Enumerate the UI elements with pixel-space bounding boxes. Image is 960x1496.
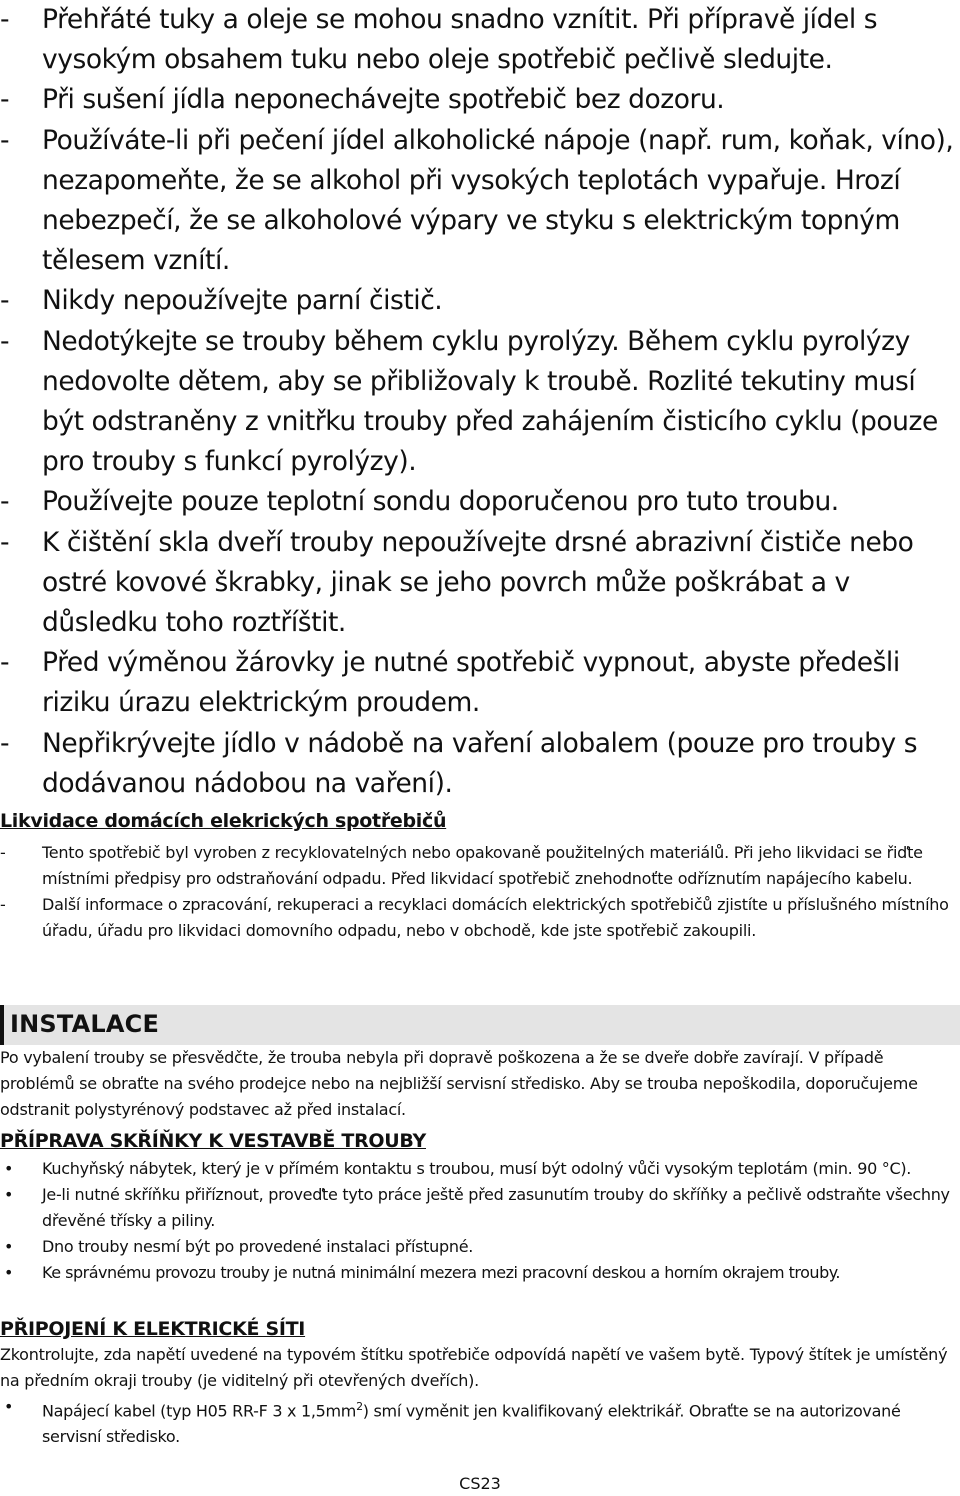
bullet-dot: • [4,1397,14,1416]
electrical-section [0,1316,958,1450]
list-dash: - [0,526,10,558]
cabinet-section [0,1128,958,1286]
installation-intro: Po vybalení trouby se přesvědčte, že trouba nebyla při dopravě poškozena a že se dveře dobře zavírají. V případě problémů se obraťte na svého prodejce nebo na nejbližší servisní středisko. Aby se trouba nepoškodila, doporučujeme odstranit polystyrénový podstavec až před instalací. [0,1048,918,1119]
list-item [0,1260,958,1286]
disposal-heading: Likvidace domácích elekrických spotřebičů [0,810,447,832]
electrical-intro: Zkontrolujte, zda napětí uvedené na typovém štítku spotřebiče odpovídá napětí ve vašem bytě. Typový štítek je umístěný na předním okraji trouby (je viditelný při otevřených dveřích). [0,1345,948,1390]
cabinet-heading: PŘÍPRAVA SKŘÍŇKY K VESTAVBĚ TROUBY [0,1130,426,1152]
superscript: 2 [356,1400,363,1413]
list-item-text: Před výměnou žárovky je nutné spotřebič vypnout, abyste předešli riziku úrazu elektrickým proudem. [42,647,900,719]
list-dash: - [0,895,6,914]
list-dash: - [0,84,10,116]
list-dash: - [0,4,10,35]
list-item [0,482,958,522]
list-item [0,892,958,944]
list-item-text: K čištění skla dveří trouby nepoužívejte drsné abrazivní čističe nebo ostré kovové škrabky, jinak se jeho povrch může poškrábat a v důsledku toho roztříštit. [42,526,914,639]
list-dash: - [0,843,6,862]
list-item-text: Nepřikrývejte jídlo v nádobě na vaření alobalem (pouze pro trouby s dodávanou nádobou na vaření). [42,727,918,799]
list-item [0,80,958,120]
list-item [0,121,958,282]
list-item-text: Dno trouby nesmí být po provedené instalaci přístupné. [42,1237,474,1256]
list-item-text: Nikdy nepoužívejte parní čistič. [42,285,443,317]
list-item [0,1394,958,1450]
list-item-text: Kuchyňský nábytek, který je v přímém kontaktu s troubou, musí být odolný vůči vysokým teplotám (min. 90 °C). [42,1159,912,1178]
list-item [0,523,958,644]
list-item [0,724,958,804]
disposal-section [0,808,958,944]
list-item-text: Používáte-li při pečení jídel alkoholické nápoje (např. rum, koňak, víno), nezapomeňte, že se alkohol při vysokých teplotách vypařuje. Hrozí nebezpečí, že se alkoholové výpary ve styku s elektrickým topným tělesem vznítí. [42,124,954,277]
list-dash: - [0,124,10,156]
bullet-dot: • [4,1263,13,1282]
list-item [0,281,958,321]
installation-title-bar [0,1005,960,1045]
page-number: CS23 [459,1474,501,1493]
list-item [0,0,958,80]
list-dash: - [0,325,10,357]
list-item [0,1156,958,1182]
installation-title: INSTALACE [10,1010,160,1038]
list-item-text: Ke správnému provozu trouby je nutná minimální mezera mezi pracovní deskou a horním okrajem trouby. [42,1263,840,1282]
list-item [0,840,958,892]
list-item-text: Používejte pouze teplotní sondu doporučenou pro tuto troubu. [42,486,839,518]
list-item-text: Nedotýkejte se trouby během cyklu pyrolýzy. Během cyklu pyrolýzy nedovolte dětem, aby se přibližovaly k troubě. Rozlité tekutiny musí být odstraněny z vnitřku trouby před zahájením čisticího cyklu (pouze pro trouby s funkcí pyrolýzy). [42,325,938,478]
list-dash: - [0,727,10,759]
list-item-text: Tento spotřebič byl vyroben z recyklovatelných nebo opakovaně použitelných materiálů. Při jeho likvidaci se řiďte místními předpisy pro odstraňování odpadu. Před likvidací spotřebič znehodnoťte odříznutím napájecího kabelu. [42,843,923,888]
bullet-dot: • [4,1237,14,1256]
list-dash: - [0,647,10,679]
cable-text-start: Napájecí kabel (typ H05 RR-F 3 x 1,5mm [42,1401,357,1421]
electrical-heading: PŘIPOJENÍ K ELEKTRICKÉ SÍTI [0,1318,306,1340]
list-item [0,1234,958,1260]
list-item-text: Přehřáté tuky a oleje se mohou snadno vznítit. Při přípravě jídel s vysokým obsahem tuku nebo oleje spotřebič pečlivě sledujte. [42,4,878,76]
bullet-dot: • [4,1159,14,1178]
list-dash: - [0,486,10,518]
list-item [0,643,958,723]
list-item-text: Při sušení jídla neponechávejte spotřebič bez dozoru. [42,84,725,116]
list-item [0,1182,958,1234]
bullet-dot: • [4,1185,14,1204]
list-item [0,322,958,483]
list-dash: - [0,285,10,317]
list-item-text: Další informace o zpracování, rekuperaci a recyklaci domácích elektrických spotřebičů zjistíte u příslušného místního úřadu, úřadu pro likvidaci domovního odpadu, nebo v obchodě, kde jste spotřebič zakoupili. [42,895,949,940]
cable-text-end: ) smí vyměnit jen kvalifikovaný elektrikář. Obraťte se na autorizované servisní středisko. [42,1401,901,1447]
list-item-text: Je-li nutné skříňku přiříznout, proveďte tyto práce ještě před zasunutím trouby do skříňky a pečlivě odstraňte všechny dřevěné třísky a piliny. [42,1185,950,1230]
